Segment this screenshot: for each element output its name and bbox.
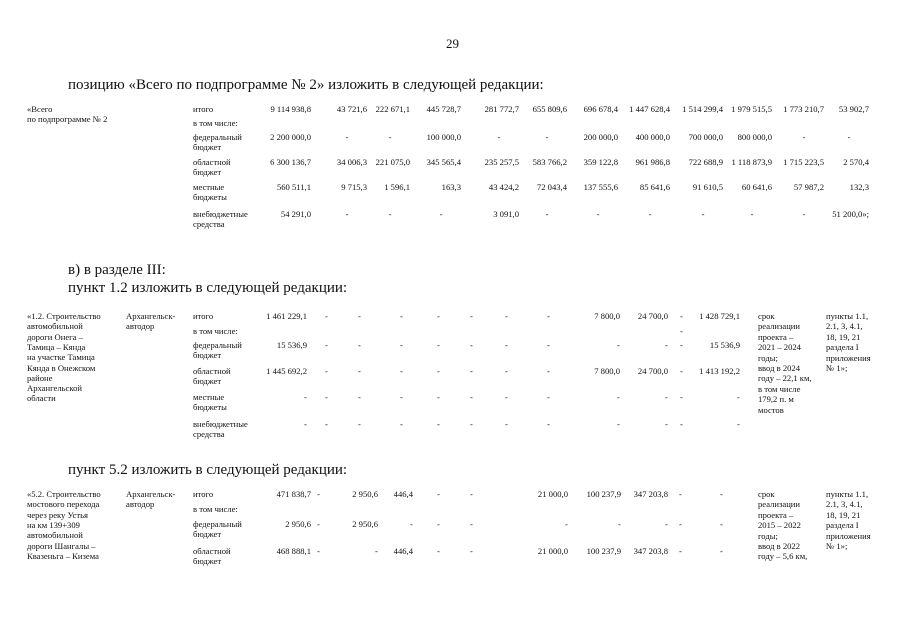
block2-note-line: году – 22,1 км,: [758, 373, 812, 384]
block1-cell: 961 986,8: [635, 157, 670, 167]
block3-cell: -: [679, 519, 682, 529]
block2-cell: -: [505, 392, 508, 402]
block2-cell: -: [505, 366, 508, 376]
block2-cell: -: [400, 419, 403, 429]
block1-cell: 132,3: [849, 182, 869, 192]
block1-cell: 1 514 299,4: [682, 104, 723, 114]
block2-cell: 1 461 229,1: [266, 311, 307, 321]
block3-cell: -: [470, 519, 473, 529]
block1-cell: 1 715 223,5: [783, 157, 824, 167]
block3-title-line: «5.2. Строительство: [27, 489, 101, 499]
block2-note-line: 179,2 п. м: [758, 394, 794, 405]
block2-cell: 24 700,0: [637, 366, 668, 376]
block1-cell: -: [750, 209, 754, 219]
block3-cell: 21 000,0: [537, 489, 568, 499]
block2-row-label-line: внебюджетные: [193, 419, 248, 429]
block2-cell: -: [680, 392, 683, 402]
block1-cell: 43 721,6: [336, 104, 367, 114]
block2-title-line: дороги Онега –: [27, 331, 83, 342]
block3-cell: -: [618, 519, 621, 529]
block3-cell: -: [410, 519, 413, 529]
block1-cell: -: [345, 132, 349, 142]
heading-point-5-2: пункт 5.2 изложить в следующей редакции:: [68, 462, 348, 478]
block1-cell: -: [596, 209, 600, 219]
block2-cell: 24 700,0: [637, 311, 668, 321]
block2-cell: -: [617, 340, 620, 350]
block3-note-line: реализации: [758, 499, 800, 510]
block1-cell: 1 596,1: [384, 182, 410, 192]
block2-cell: -: [400, 392, 403, 402]
block3-cell: -: [317, 489, 320, 499]
block1-cell: -: [802, 132, 806, 142]
block2-cell: 15 536,9: [709, 340, 740, 350]
block3-cell: -: [565, 519, 568, 529]
block3-row-label-line: бюджет: [193, 556, 222, 567]
block3-row-label-line: федеральный: [193, 519, 242, 529]
block3-note-line: проекта –: [758, 509, 794, 520]
block2-points-line: приложения: [826, 352, 871, 363]
block1-cell: 85 641,6: [639, 182, 670, 192]
block1-cell: -: [345, 209, 349, 219]
block1-cell: 72 043,4: [536, 182, 567, 192]
block1-cell: 2 200 000,0: [270, 132, 311, 142]
block1-cell: 800 000,0: [737, 132, 772, 142]
block2-row-label-line: местные: [193, 392, 225, 402]
block3-cell: 471 838,7: [276, 489, 311, 499]
block2-cell: -: [358, 340, 361, 350]
block3-note-line: 2015 – 2022: [758, 520, 801, 531]
block1-row-label-line: местные: [193, 182, 225, 192]
block2-title-line: «1.2. Строительство: [27, 311, 101, 321]
block3-cell: 347 203,8: [633, 489, 668, 499]
block1-cell: 560 511,1: [276, 182, 311, 192]
block2-points-line: 2.1, 3, 4.1,: [826, 321, 863, 332]
block3-cell: 446,4: [393, 546, 413, 556]
block1-cell: 1 773 210,7: [783, 104, 824, 114]
block2-cell: -: [400, 311, 403, 321]
block2-cell: 7 800,0: [594, 311, 620, 321]
block1-cell: -: [545, 209, 549, 219]
block1-row-label-line: итого: [193, 104, 214, 114]
block2-row-label-line: областной: [193, 366, 231, 376]
block1-cell: 137 555,6: [583, 182, 618, 192]
block1-cell: 2 570,4: [843, 157, 869, 167]
block1-cell: 9 114 938,8: [270, 104, 311, 114]
block1-row-label-line: федеральный: [193, 132, 242, 142]
block2-executor-line: Архангельск-: [126, 311, 176, 321]
block2-cell: -: [547, 392, 550, 402]
block2-cell: -: [358, 419, 361, 429]
block1-cell: 57 987,2: [793, 182, 824, 192]
block2-title-line: автомобильной: [27, 321, 83, 332]
block3-note-line: годы;: [758, 530, 778, 541]
block1-title-line: по подпрограмме № 2: [27, 114, 108, 125]
block3-cell: 100 237,9: [586, 546, 621, 556]
block3-executor-line: Архангельск-: [126, 489, 176, 499]
block2-cell: -: [547, 340, 550, 350]
block3-row-label-line: бюджет: [193, 529, 222, 540]
block2-cell: -: [547, 311, 550, 321]
block2-title-line: районе: [27, 372, 53, 383]
block1-row-label-line: бюджет: [193, 142, 222, 153]
block1-cell: 1 979 515,5: [731, 104, 772, 114]
block1-cell: -: [701, 209, 705, 219]
block2-cell: -: [325, 311, 328, 321]
block1-row-label-line: бюджеты: [193, 192, 227, 203]
block3-title-line: через реку Устья: [27, 509, 88, 520]
block2-executor-line: автодор: [126, 321, 155, 332]
block2-cell: -: [400, 366, 403, 376]
block2-points-line: № 1»;: [826, 363, 848, 373]
block3-points-line: пункты 1.1,: [826, 489, 869, 499]
block2-cell: 7 800,0: [594, 366, 620, 376]
block2-cell: -: [325, 419, 328, 429]
block2-cell: -: [437, 419, 440, 429]
block3-row-label-line: в том числе:: [193, 504, 238, 514]
block1-cell: 51 200,0»;: [832, 209, 869, 219]
block2-title-line: Архангельской: [27, 383, 82, 394]
block1-cell: 222 671,1: [375, 104, 410, 114]
block2-row-label-line: в том числе:: [193, 326, 238, 336]
block3-cell: -: [437, 489, 440, 499]
block1-row-label-line: в том числе:: [193, 118, 238, 128]
block1-cell: -: [847, 132, 851, 142]
block1-cell: 34 006,3: [336, 157, 367, 167]
block2-note-line: 2021 – 2024: [758, 342, 801, 353]
block1-cell: 1 118 873,9: [731, 157, 772, 167]
block3-note-line: срок: [758, 489, 775, 499]
block2-cell: -: [304, 419, 307, 429]
block3-cell: 2 950,6: [285, 519, 311, 529]
block2-cell: -: [547, 366, 550, 376]
block2-title-line: области: [27, 393, 56, 404]
page-number: 29: [446, 36, 459, 51]
block2-cell: -: [665, 419, 668, 429]
block2-note-line: проекта –: [758, 331, 794, 342]
block3-cell: 100 237,9: [586, 489, 621, 499]
block3-cell: -: [470, 546, 473, 556]
block2-cell: -: [680, 340, 683, 350]
heading-subprogram: позицию «Всего по подпрограмме № 2» изложить в следующей редакции:: [68, 77, 544, 93]
block2-cell: -: [304, 392, 307, 402]
block2-cell: -: [358, 311, 361, 321]
block2-cell: -: [470, 340, 473, 350]
block3-cell: 21 000,0: [537, 546, 568, 556]
block3-note-line: году – 5,6 км,: [758, 551, 808, 562]
block1-cell: 221 075,0: [375, 157, 410, 167]
block1-cell: 53 902,7: [838, 104, 869, 114]
block2-cell: -: [680, 419, 683, 429]
block2-note-line: ввод в 2024: [758, 363, 801, 373]
block2-cell: -: [680, 366, 683, 376]
block3-cell: -: [437, 519, 440, 529]
block2-cell: 1 445 692,2: [266, 366, 307, 376]
block1-cell: 583 766,2: [532, 157, 567, 167]
heading-section: в) в разделе III:: [68, 262, 166, 278]
block2-row-label-line: бюджет: [193, 376, 222, 387]
block1-cell: -: [545, 132, 549, 142]
block2-title-line: Кянда в Онежском: [27, 362, 96, 373]
block1-cell: -: [648, 209, 652, 219]
block1-cell: 445 728,7: [426, 104, 461, 114]
block1-cell: 200 000,0: [583, 132, 618, 142]
block3-cell: -: [720, 489, 723, 499]
block2-note-line: мостов: [758, 404, 784, 415]
block2-points-line: раздела I: [826, 342, 859, 353]
block2-points-line: пункты 1.1,: [826, 311, 869, 321]
block3-points-line: приложения: [826, 530, 871, 541]
block3-title-line: дороги Шангалы –: [27, 540, 96, 551]
block2-cell: -: [437, 392, 440, 402]
block1-cell: 400 000,0: [635, 132, 670, 142]
block2-cell: 15 536,9: [276, 340, 307, 350]
block1-cell: 163,3: [441, 182, 461, 192]
block2-row-label-line: бюджет: [193, 350, 222, 361]
block1-cell: 722 688,9: [688, 157, 723, 167]
block3-points-line: № 1»;: [826, 541, 848, 551]
block2-cell: -: [505, 419, 508, 429]
block2-title-line: Тамица – Кянда: [27, 341, 86, 352]
block3-title-line: автомобильной: [27, 530, 83, 541]
block1-cell: 3 091,0: [493, 209, 519, 219]
block2-cell: -: [325, 340, 328, 350]
block1-cell: -: [802, 209, 806, 219]
block1-cell: 1 447 628,4: [629, 104, 670, 114]
block3-title-line: на км 139+309: [27, 519, 80, 530]
block1-cell: 6 300 136,7: [270, 157, 311, 167]
block1-cell: 345 565,4: [426, 157, 461, 167]
block2-note-line: срок: [758, 311, 775, 321]
block2-cell: -: [680, 326, 683, 336]
block2-cell: 1 428 729,1: [699, 311, 740, 321]
block3-cell: -: [679, 489, 682, 499]
block1-cell: 100 000,0: [426, 132, 461, 142]
block3-cell: -: [665, 519, 668, 529]
block2-cell: -: [325, 392, 328, 402]
block1-cell: 9 715,3: [341, 182, 367, 192]
block3-row-label-line: областной: [193, 546, 231, 556]
block3-cell: -: [720, 546, 723, 556]
block2-cell: -: [437, 366, 440, 376]
block1-title-line: «Всего: [27, 104, 53, 114]
block2-note-line: реализации: [758, 321, 800, 332]
block3-note-line: ввод в 2022: [758, 541, 801, 551]
block1-row-label-line: областной: [193, 157, 231, 167]
block2-cell: -: [470, 311, 473, 321]
block3-points-line: 18, 19, 21: [826, 509, 861, 520]
block2-cell: -: [737, 419, 740, 429]
block2-cell: -: [617, 392, 620, 402]
block2-cell: -: [737, 392, 740, 402]
block2-cell: -: [547, 419, 550, 429]
block2-title-line: на участке Тамица: [27, 352, 95, 363]
block2-cell: -: [665, 340, 668, 350]
block2-row-label-line: итого: [193, 311, 214, 321]
block2-cell: -: [325, 366, 328, 376]
block3-cell: -: [437, 546, 440, 556]
block2-cell: -: [358, 366, 361, 376]
block2-note-line: в том числе: [758, 383, 801, 394]
block3-points-line: 2.1, 3, 4.1,: [826, 499, 863, 510]
block1-cell: 696 678,4: [583, 104, 618, 114]
block2-cell: -: [400, 340, 403, 350]
block2-cell: -: [470, 392, 473, 402]
block1-cell: 91 610,5: [692, 182, 723, 192]
block3-cell: -: [679, 546, 682, 556]
block1-row-label-line: бюджет: [193, 167, 222, 178]
block2-cell: -: [505, 311, 508, 321]
block1-cell: 359 122,8: [583, 157, 618, 167]
block3-cell: -: [470, 489, 473, 499]
block1-cell: -: [388, 132, 392, 142]
block1-cell: -: [497, 132, 501, 142]
block3-executor-line: автодор: [126, 499, 155, 510]
block1-cell: 235 257,5: [484, 157, 519, 167]
block2-cell: -: [505, 340, 508, 350]
block3-cell: -: [317, 519, 320, 529]
block2-cell: -: [665, 392, 668, 402]
block2-cell: -: [437, 311, 440, 321]
block2-cell: -: [437, 340, 440, 350]
block1-cell: 54 291,0: [280, 209, 311, 219]
block3-cell: 446,4: [393, 489, 413, 499]
block3-title-line: Квазеньга – Кизема: [27, 550, 99, 561]
block1-cell: -: [388, 209, 392, 219]
block2-cell: 1 413 192,2: [699, 366, 740, 376]
block3-cell: -: [375, 546, 378, 556]
block2-row-label-line: федеральный: [193, 340, 242, 350]
block3-title-line: мостового перехода: [27, 499, 100, 510]
block2-row-label-line: бюджеты: [193, 402, 227, 413]
block2-row-label-line: средства: [193, 429, 225, 440]
block1-cell: 655 809,6: [532, 104, 567, 114]
block3-cell: 2 950,6: [352, 489, 378, 499]
block3-cell: -: [317, 546, 320, 556]
block3-cell: 347 203,8: [633, 546, 668, 556]
block1-cell: 43 424,2: [488, 182, 519, 192]
block2-cell: -: [680, 311, 683, 321]
block1-cell: 60 641,6: [741, 182, 772, 192]
block1-cell: 281 772,7: [484, 104, 519, 114]
block2-points-line: 18, 19, 21: [826, 331, 861, 342]
block1-cell: 700 000,0: [688, 132, 723, 142]
block1-cell: -: [439, 209, 443, 219]
block2-cell: -: [470, 366, 473, 376]
block3-cell: -: [720, 519, 723, 529]
block2-cell: -: [358, 392, 361, 402]
block3-points-line: раздела I: [826, 520, 859, 531]
block3-row-label-line: итого: [193, 489, 214, 499]
block2-cell: -: [617, 419, 620, 429]
block3-cell: 468 888,1: [276, 546, 311, 556]
block2-cell: -: [470, 419, 473, 429]
block2-note-line: годы;: [758, 352, 778, 363]
block1-row-label-line: средства: [193, 219, 225, 230]
heading-point-1-2: пункт 1.2 изложить в следующей редакции:: [68, 280, 348, 296]
block3-cell: 2 950,6: [352, 519, 378, 529]
block1-row-label-line: внебюджетные: [193, 209, 248, 219]
